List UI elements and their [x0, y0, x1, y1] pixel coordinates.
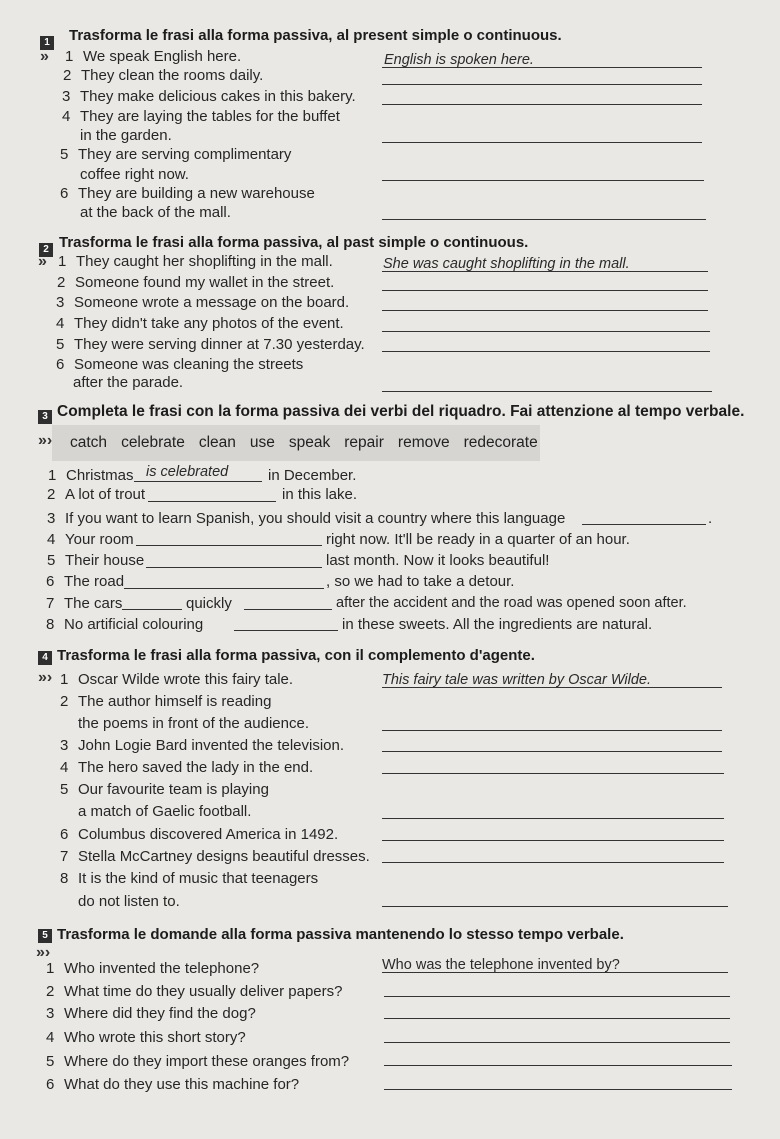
ex1-item-5 [60, 146, 291, 163]
item-number: 2 [57, 274, 66, 291]
ex1-item-3 [62, 88, 356, 105]
ex3-item-4 [47, 531, 134, 548]
item-text: The hero saved the lady in the end. [78, 759, 314, 776]
ex1-item-1 [65, 48, 241, 65]
ex3-item-7-end: after the accident and the road was opened soon after. [336, 595, 687, 611]
item-number: 8 [60, 870, 69, 887]
item-text: Who wrote this short story? [64, 1029, 246, 1046]
ex1-item-2 [63, 67, 263, 84]
ex3-item-4-end: right now. It'll be ready in a quarter of an hour. [326, 531, 630, 548]
item-number: 6 [60, 185, 69, 202]
ex4-item-8-line-2: do not listen to. [78, 893, 180, 910]
exercise-1-badge: 1 [40, 36, 54, 50]
arrow-icon: »› [38, 432, 53, 449]
item-text: What do they use this machine for? [64, 1076, 300, 1093]
item-number: 5 [60, 146, 69, 163]
item-text: They were serving dinner at 7.30 yesterday. [74, 336, 365, 353]
item-text: Someone wrote a message on the board. [74, 294, 350, 311]
item-number: 3 [60, 737, 69, 754]
item-text: Their house [65, 552, 145, 569]
item-text: The road [64, 573, 125, 590]
item-number: 7 [60, 848, 69, 865]
item-text: Where do they import these oranges from? [64, 1053, 350, 1070]
ex2-item-5 [56, 336, 365, 353]
ex5-item-4 [46, 1029, 246, 1046]
item-text: The cars [64, 595, 123, 612]
item-number: 2 [47, 486, 56, 503]
ex1-answer-line-3[interactable] [382, 104, 702, 105]
ex2-answer-line-4[interactable] [382, 331, 710, 332]
ex5-answer-line-3[interactable] [384, 1018, 730, 1019]
ex2-item-3 [56, 294, 349, 311]
ex2-answer-line-1[interactable] [382, 271, 708, 272]
exercise-5-title: Trasforma le domande alla forma passiva mantenendo lo stesso tempo verbale. [57, 926, 624, 943]
ex2-answer-line-6[interactable] [382, 391, 712, 392]
ex4-answer-1: This fairy tale was written by Oscar Wilde. [382, 672, 652, 688]
ex2-item-6 [56, 356, 303, 373]
item-number: 8 [46, 616, 55, 633]
ex1-item-5-line-2: coffee right now. [80, 166, 189, 183]
item-number: 1 [46, 960, 55, 977]
ex3-item-2-end: in this lake. [282, 486, 358, 503]
ex1-answer-line-2[interactable] [382, 84, 702, 85]
item-text: We speak English here. [83, 48, 242, 65]
item-number: 4 [62, 108, 71, 125]
ex2-answer-line-2[interactable] [382, 290, 708, 291]
item-text: Columbus discovered America in 1492. [78, 826, 339, 843]
ex5-item-6 [46, 1076, 299, 1093]
ex4-answer-line-8[interactable] [382, 906, 728, 907]
ex5-answer-line-5[interactable] [384, 1065, 732, 1066]
ex3-item-6-end: , so we had to take a detour. [326, 573, 515, 590]
ex3-item-1-end: in December. [268, 467, 357, 484]
item-number: 3 [46, 1005, 55, 1022]
ex1-answer-line-1[interactable] [382, 67, 702, 68]
item-text: The author himself is reading [78, 693, 272, 710]
ex3-answer-line-5[interactable] [146, 567, 322, 568]
ex2-answer-1: She was caught shoplifting in the mall. [383, 256, 630, 272]
ex1-item-4-line-2: in the garden. [80, 127, 172, 144]
ex5-answer-line-4[interactable] [384, 1042, 730, 1043]
exercise-4-title: Trasforma le frasi alla forma passiva, con il complemento d'agente. [57, 647, 535, 664]
ex3-answer-line-4[interactable] [136, 545, 322, 546]
ex5-item-2 [46, 983, 342, 1000]
item-number: 6 [56, 356, 65, 373]
ex1-answer-line-5[interactable] [382, 180, 704, 181]
ex3-item-2 [47, 486, 145, 503]
item-text: It is the kind of music that teenagers [78, 870, 319, 887]
word-redecorate: redecorate [463, 434, 538, 451]
word-box [52, 425, 540, 461]
ex3-answer-line-8[interactable] [234, 630, 338, 631]
arrow-icon: » [38, 253, 47, 270]
ex1-answer-line-4[interactable] [382, 142, 702, 143]
ex2-item-4 [56, 315, 344, 332]
item-text: If you want to learn Spanish, you should visit a country where this language [65, 510, 566, 527]
item-text: Oscar Wilde wrote this fairy tale. [78, 671, 294, 688]
item-text: Christmas [66, 467, 134, 484]
item-number: 2 [63, 67, 72, 84]
item-text: Who invented the telephone? [64, 960, 260, 977]
ex4-answer-line-1[interactable] [382, 687, 722, 688]
arrow-icon: »› [36, 944, 51, 961]
ex4-item-2 [60, 693, 271, 710]
exercise-5-badge: 5 [38, 929, 52, 943]
ex3-item-8-end: in these sweets. All the ingredients are natural. [342, 616, 653, 633]
item-number: 1 [60, 671, 69, 688]
ex2-answer-line-5[interactable] [382, 351, 710, 352]
word-use: use [249, 434, 275, 451]
item-text: Someone found my wallet in the street. [75, 274, 335, 291]
item-number: 5 [46, 1053, 55, 1070]
item-text: Our favourite team is playing [78, 781, 269, 798]
ex4-item-6 [60, 826, 338, 843]
ex5-answer-1: Who was the telephone invented by? [382, 957, 620, 973]
ex3-answer-1: is celebrated [146, 464, 229, 480]
item-number: 4 [60, 759, 69, 776]
exercise-3-badge: 3 [38, 410, 52, 424]
word-celebrate: celebrate [121, 434, 185, 451]
ex3-item-3-end: . [708, 510, 713, 527]
ex1-answer-line-6[interactable] [382, 219, 706, 220]
ex2-item-2 [57, 274, 334, 291]
ex3-item-5-end: last month. Now it looks beautiful! [326, 552, 550, 569]
item-text: They are serving complimentary [78, 146, 292, 163]
ex3-item-5 [47, 552, 144, 569]
ex1-item-4 [62, 108, 340, 125]
exercise-4-badge: 4 [38, 651, 52, 665]
item-text: They caught her shoplifting in the mall. [76, 253, 333, 270]
item-number: 6 [46, 573, 55, 590]
ex2-item-1 [58, 253, 333, 270]
item-text: No artificial colouring [64, 616, 204, 633]
ex3-item-1 [48, 467, 134, 484]
ex3-item-3 [47, 510, 565, 527]
ex4-item-5-line-2: a match of Gaelic football. [78, 803, 252, 820]
ex5-answer-line-1[interactable] [382, 972, 728, 973]
item-number: 2 [60, 693, 69, 710]
item-number: 5 [47, 552, 56, 569]
item-number: 6 [60, 826, 69, 843]
ex4-answer-line-7[interactable] [382, 862, 724, 863]
item-number: 1 [58, 253, 67, 270]
word-speak: speak [288, 434, 331, 451]
item-number: 2 [46, 983, 55, 1000]
ex3-answer-line-1[interactable] [134, 481, 262, 482]
item-text: Your room [65, 531, 134, 548]
exercise-3-title: Completa le frasi con la forma passiva dei verbi del riquadro. Fai attenzione al tempo verbale. [57, 403, 745, 420]
ex4-item-5 [60, 781, 269, 798]
item-number: 5 [56, 336, 65, 353]
item-text: Where did they find the dog? [64, 1005, 256, 1022]
item-number: 5 [60, 781, 69, 798]
ex4-item-8 [60, 870, 318, 887]
item-number: 4 [46, 1029, 55, 1046]
word-remove: remove [397, 434, 450, 451]
item-number: 1 [48, 467, 57, 484]
item-text: They are laying the tables for the buffet [80, 108, 340, 125]
ex2-item-6-line-2: after the parade. [73, 374, 184, 391]
ex1-item-6 [60, 185, 315, 202]
item-text: What time do they usually deliver papers? [64, 983, 343, 1000]
word-repair: repair [344, 434, 384, 451]
ex3-answer-line-6[interactable] [124, 588, 324, 589]
exercise-2-title: Trasforma le frasi alla forma passiva, al past simple o continuous. [59, 234, 529, 251]
ex3-item-6 [46, 573, 124, 590]
ex4-answer-line-4[interactable] [382, 773, 724, 774]
exercise-2-badge: 2 [39, 243, 53, 257]
item-text: John Logie Bard invented the television. [78, 737, 345, 754]
ex4-item-2-line-2: the poems in front of the audience. [78, 715, 309, 732]
ex2-answer-line-3[interactable] [382, 310, 708, 311]
ex5-item-5 [46, 1053, 349, 1070]
ex4-answer-line-5[interactable] [382, 818, 724, 819]
item-number: 1 [65, 48, 74, 65]
ex4-item-7 [60, 848, 370, 865]
item-number: 7 [46, 595, 55, 612]
ex3-answer-line-7a[interactable] [122, 609, 182, 610]
item-text: They clean the rooms daily. [81, 67, 264, 84]
ex4-item-4 [60, 759, 313, 776]
ex4-answer-line-3[interactable] [382, 751, 722, 752]
item-number: 4 [47, 531, 56, 548]
ex3-answer-line-3[interactable] [582, 524, 706, 525]
item-text: They make delicious cakes in this bakery. [80, 88, 356, 105]
item-number: 3 [47, 510, 56, 527]
item-number: 4 [56, 315, 65, 332]
item-text: Stella McCartney designs beautiful dresses. [78, 848, 370, 865]
ex5-item-3 [46, 1005, 256, 1022]
item-number: 3 [56, 294, 65, 311]
ex1-item-6-line-2: at the back of the mall. [80, 204, 231, 221]
item-text: They are building a new warehouse [78, 185, 315, 202]
item-text: They didn't take any photos of the event. [74, 315, 344, 332]
ex4-answer-line-6[interactable] [382, 840, 724, 841]
ex3-answer-line-7b[interactable] [244, 609, 332, 610]
item-text: A lot of trout [65, 486, 146, 503]
ex3-item-7 [46, 595, 122, 612]
ex4-item-3 [60, 737, 344, 754]
ex5-item-1 [46, 960, 259, 977]
word-catch: catch [70, 434, 108, 451]
ex1-answer-1: English is spoken here. [384, 52, 534, 68]
item-number: 6 [46, 1076, 55, 1093]
ex3-answer-line-2[interactable] [148, 501, 276, 502]
exercise-1-title: Trasforma le frasi alla forma passiva, al present simple o continuous. [69, 27, 562, 44]
ex4-answer-line-2[interactable] [382, 730, 722, 731]
word-clean: clean [198, 434, 236, 451]
ex5-answer-line-2[interactable] [384, 996, 730, 997]
arrow-icon: » [40, 48, 49, 65]
ex5-answer-line-6[interactable] [384, 1089, 732, 1090]
arrow-icon: »› [38, 669, 53, 686]
ex3-item-8 [46, 616, 203, 633]
ex4-item-1 [60, 671, 293, 688]
item-text: Someone was cleaning the streets [74, 356, 304, 373]
ex3-item-7-mid: quickly [186, 595, 232, 612]
item-number: 3 [62, 88, 71, 105]
